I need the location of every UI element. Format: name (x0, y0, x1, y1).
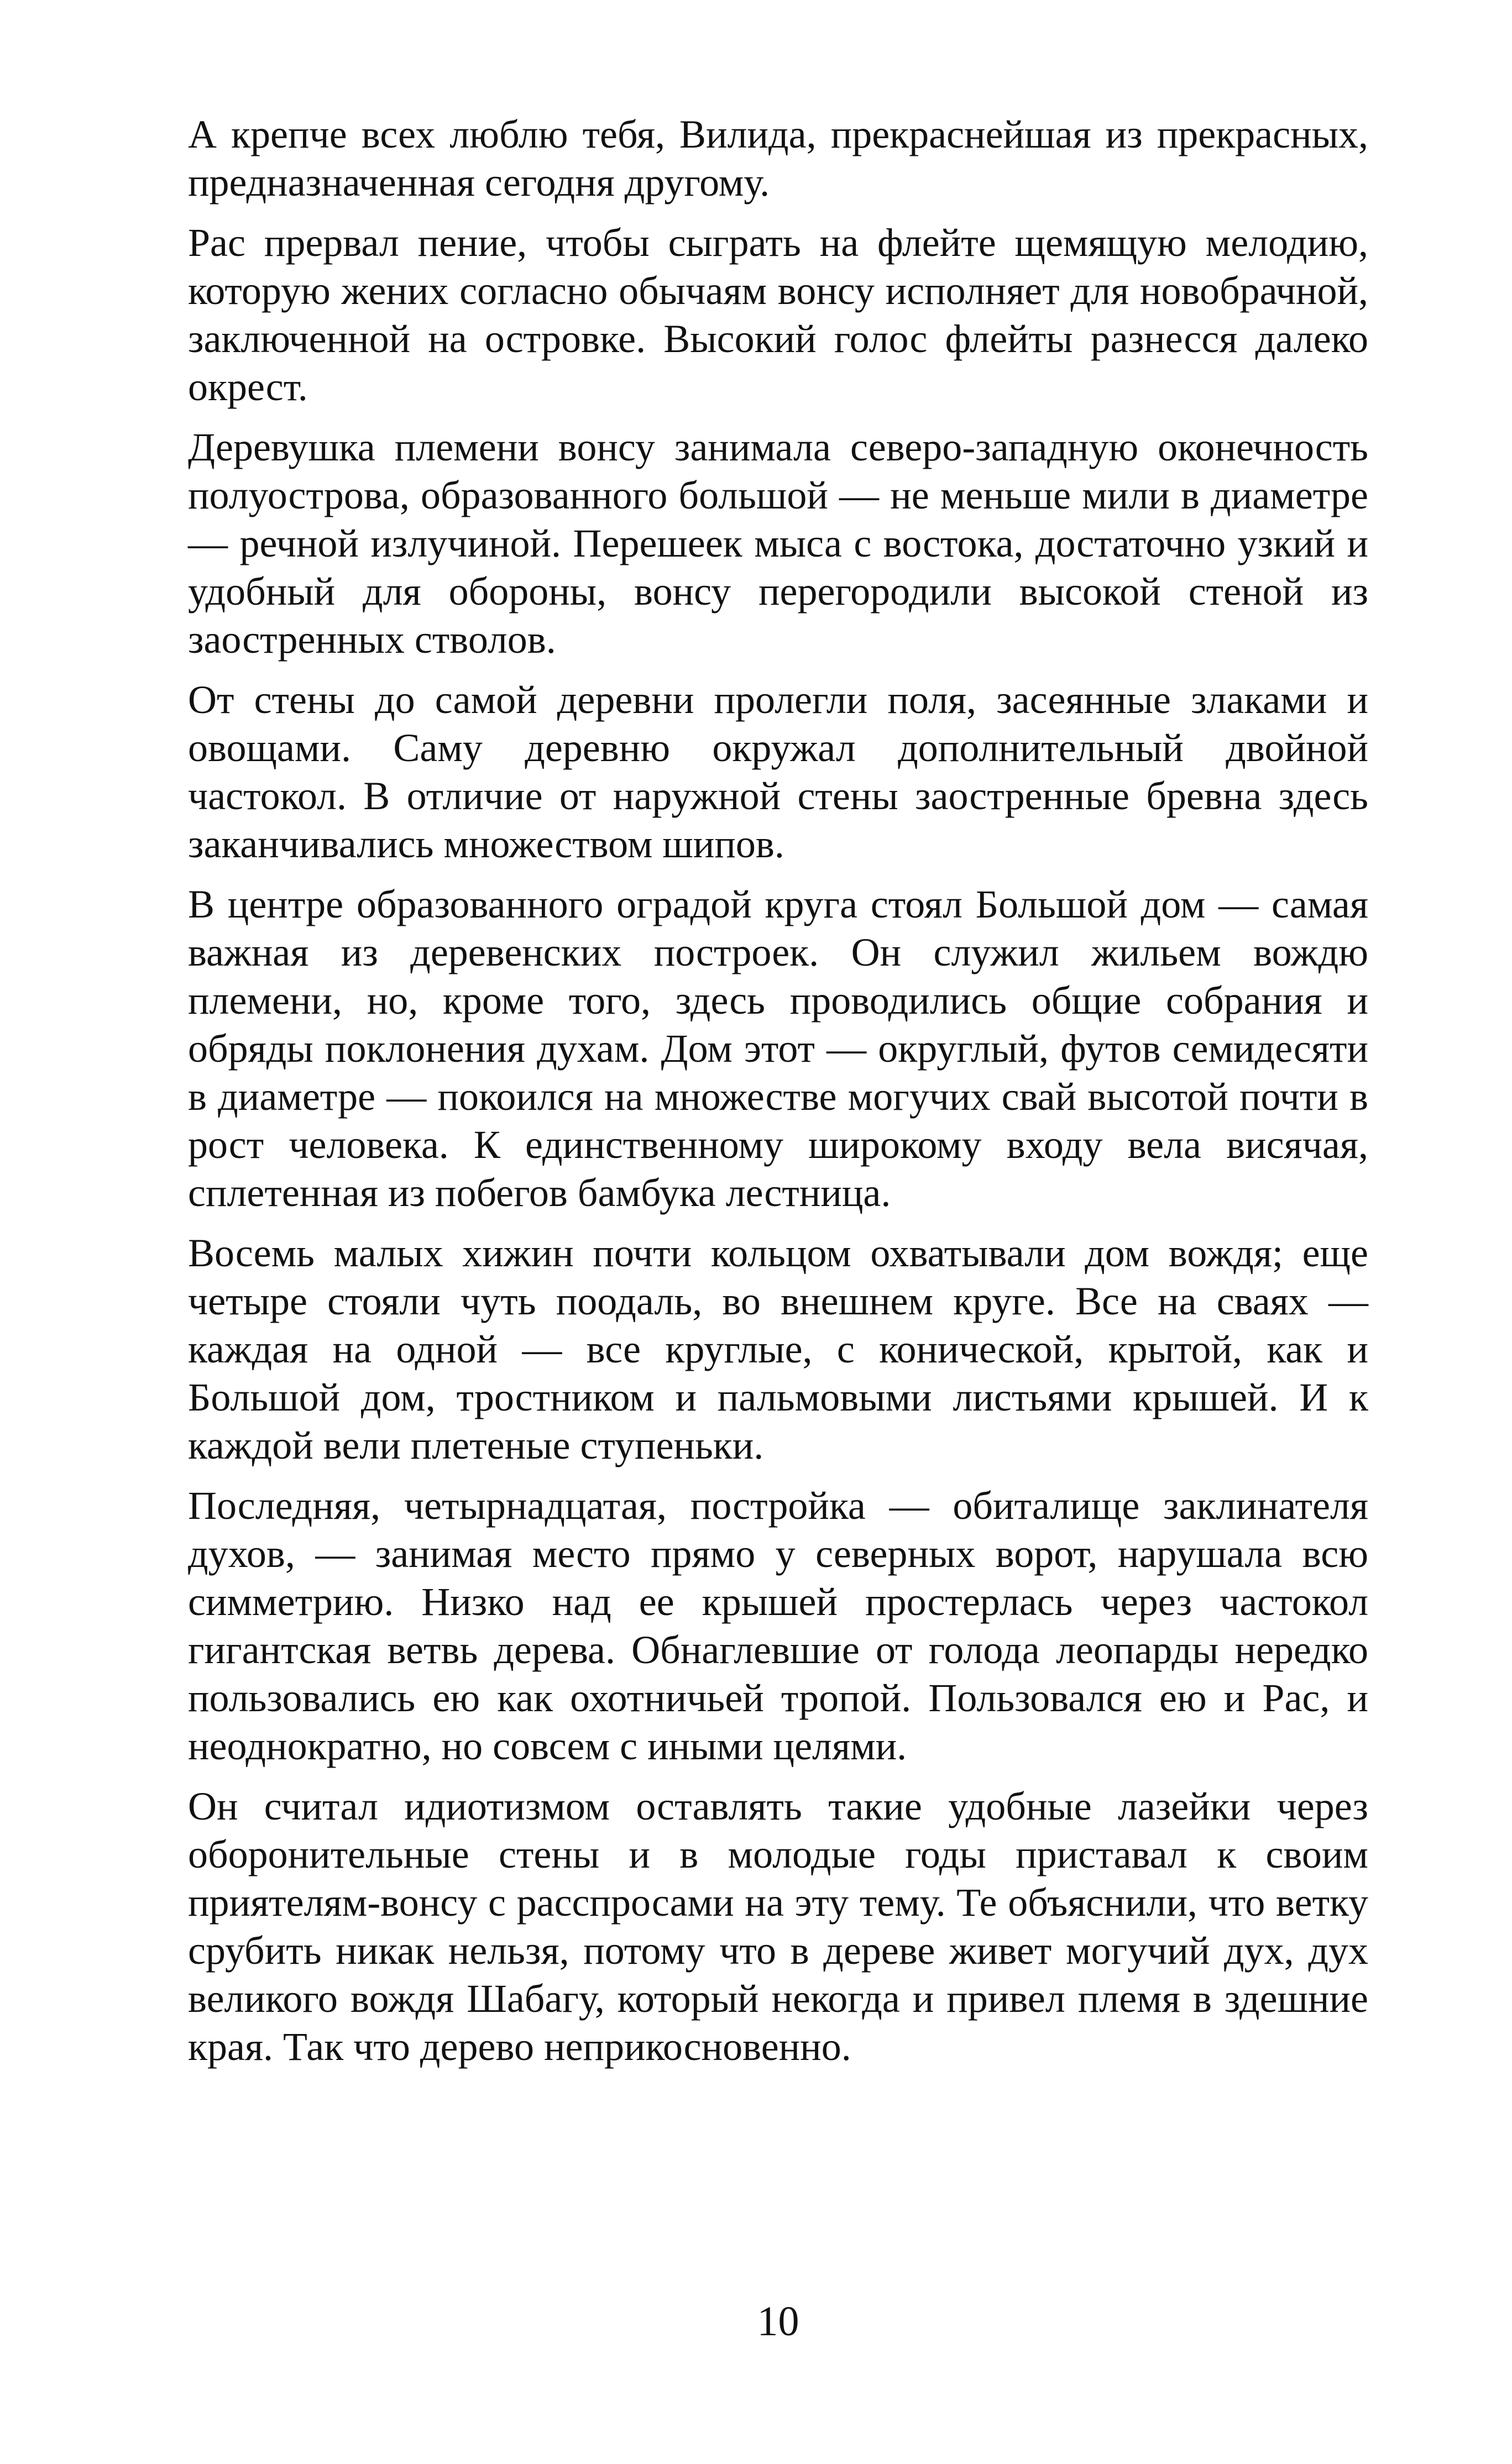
paragraph-6: Восемь малых хижин почти кольцом охватывали дом вождя; еще четыре стояли чуть поодаль, во внешнем круге. Все на сваях — каждая на одной — все круглые, с конической, крытой, как и Большой дом, тростником и пальмовыми листьями крышей. И к каждой вели плетеные ступеньки. (188, 1231, 1368, 1467)
paragraph-2: Рас прервал пение, чтобы сыграть на флейте щемящую мелодию, которую жених согласно обычаям вонсу исполняет для новобрачной, заключенной на островке. Высокий голос флейты разнесся далеко окрест. (188, 221, 1368, 409)
paragraph-8: Он считал идиотизмом оставлять такие удобные лазейки через оборонительные стены и в молодые годы приставал к своим приятелям-вонсу с расспросами на эту тему. Те объяснили, что ветку срубить никак нельзя, потому что в дереве живет могучий дух, дух великого вождя Шабагу, который некогда и привел племя в здешние края. Так что дерево неприкосновенно. (188, 1784, 1368, 2069)
paragraph-4: От стены до самой деревни пролегли поля, засеянные злаками и овощами. Саму деревню окружал дополнительный двойной частокол. В отличие от наружной стены заостренные бревна здесь заканчивались множеством шипов. (188, 678, 1368, 866)
page-number: 10 (757, 2298, 799, 2345)
paragraph-5: В центре образованного оградой круга стоял Большой дом — самая важная из деревенских построек. Он служил жильем вождю племени, но, кроме того, здесь проводились общие собрания и обряды поклонения духам. Дом этот — округлый, футов семидесяти в диаметре — покоился на множестве могучих свай высотой почти в рост человека. К единственному широкому входу вела висячая, сплетенная из побегов бамбука лестница. (188, 882, 1368, 1215)
body-text (188, 111, 1368, 2071)
paragraph-7: Последняя, четырнадцатая, постройка — обиталище заклинателя духов, — занимая место прямо у северных ворот, нарушала всю симметрию. Низко над ее крышей простерлась через частокол гигантская ветвь дерева. Обнаглевшие от голода леопарды нередко пользовались ею как охотничьей тропой. Пользовался ею и Рас, и неоднократно, но совсем с иными целями. (188, 1483, 1368, 1768)
paragraph-1: А крепче всех люблю тебя, Вилида, прекраснейшая из прекрасных, предназначенная сегодня другому. (188, 112, 1368, 205)
book-page (188, 111, 1368, 2404)
paragraph-3: Деревушка племени вонсу занимала северо-западную оконечность полуострова, образованного большой — не меньше мили в диаметре — речной излучиной. Перешеек мыса с востока, достаточно узкий и удобный для обороны, вонсу перегородили высокой стеной из заостренных стволов. (188, 425, 1368, 662)
